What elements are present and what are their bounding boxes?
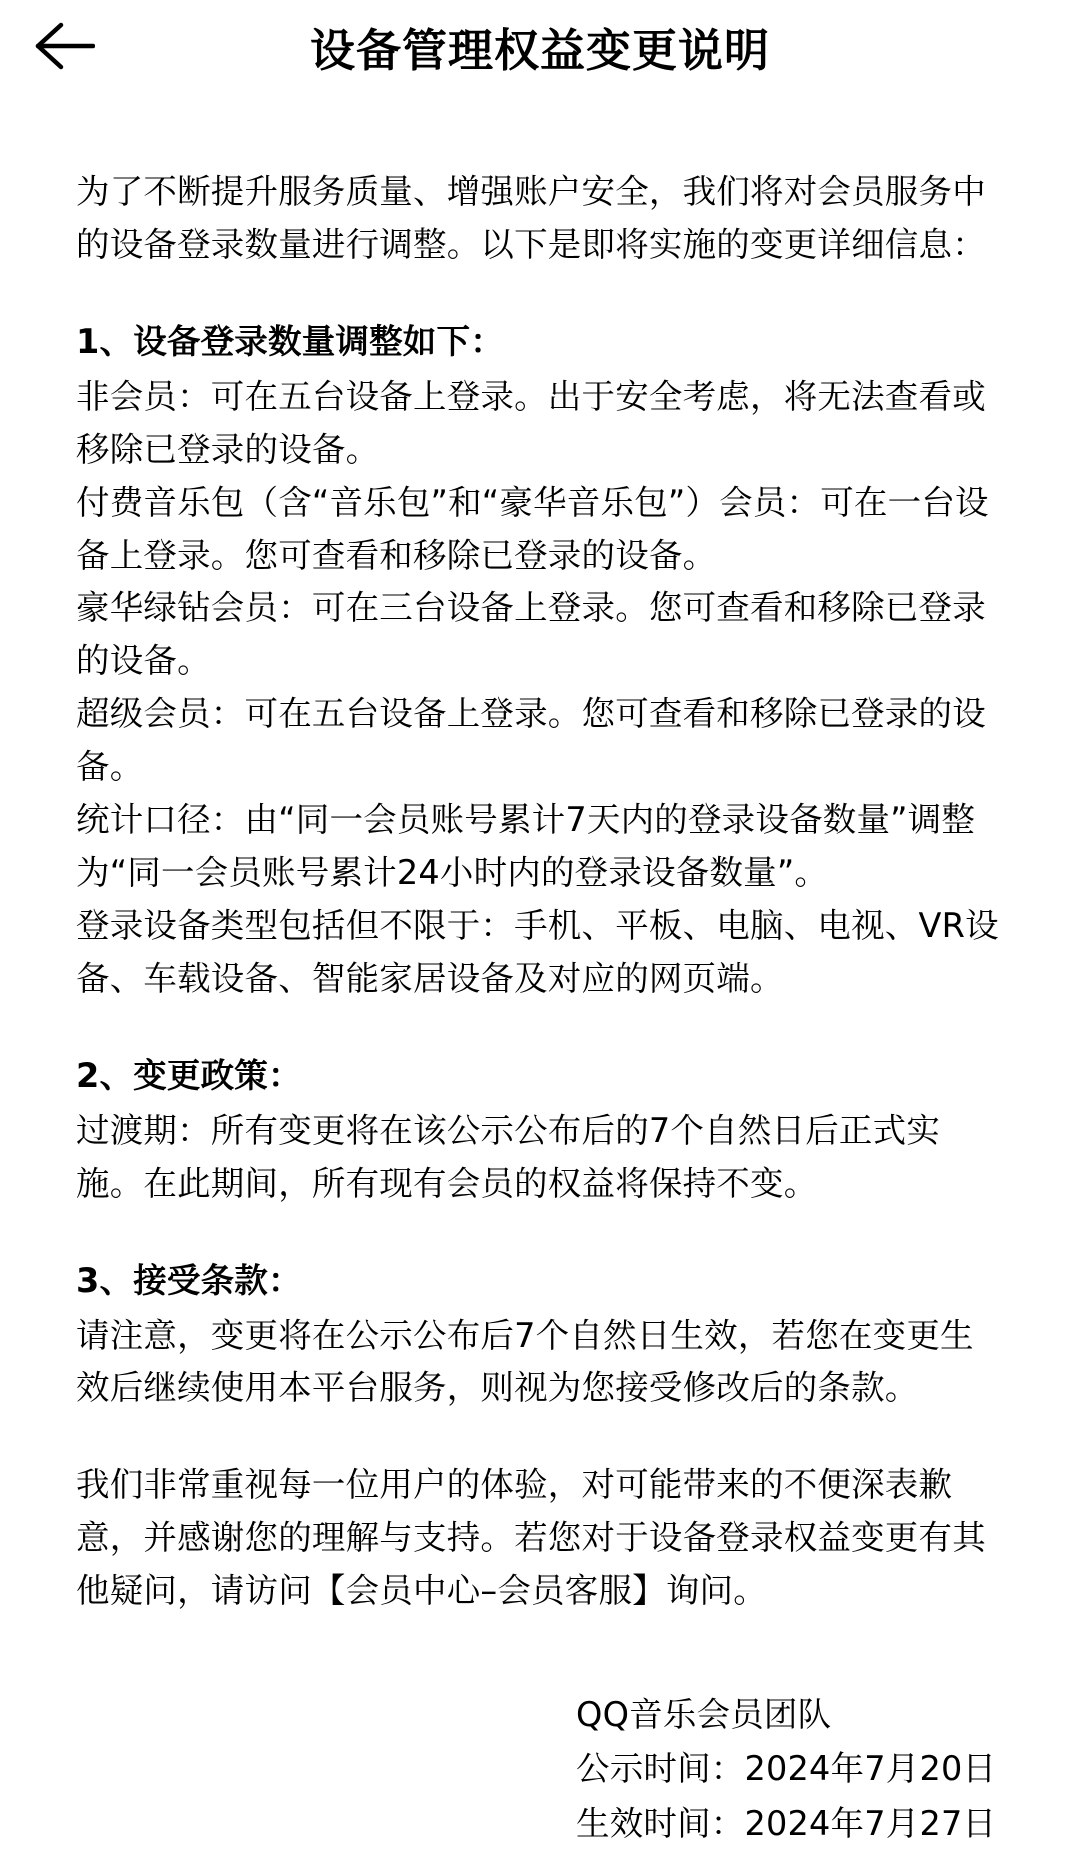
article-body (0, 92, 1080, 1851)
section-line: 超级会员：可在五台设备上登录。您可查看和移除已登录的设备。 (76, 694, 986, 787)
section-line: 付费音乐包（含“音乐包”和“豪华音乐包”）会员：可在一台设备上登录。您可查看和移除已登录的设备。 (76, 482, 989, 575)
section-line: 统计口径：由“同一会员账号累计7天内的登录设备数量”调整为“同一会员账号累计24小时内的登录设备数量”。 (76, 800, 976, 893)
arrow-left-icon (33, 21, 95, 71)
section-line: 登录设备类型包括但不限于：手机、平板、电脑、电视、VR设备、车载设备、智能家居设备及对应的网页端。 (76, 905, 999, 998)
signature-effective-date: 生效时间：2024年7月27日 (576, 1803, 997, 1843)
intro-paragraph: 为了不断提升服务质量、增强账户安全，我们将对会员服务中的设备登录数量进行调整。以下是即将实施的变更详细信息： (76, 172, 986, 264)
signature-team: QQ音乐会员团队 (576, 1695, 832, 1735)
section-title: 2、变更政策： (76, 1055, 302, 1095)
page-title: 设备管理权益变更说明 (309, 23, 770, 77)
section-line: 过渡期：所有变更将在该公示公布后的7个自然日后正式实施。在此期间，所有现有会员的权益将保持不变。 (76, 1110, 941, 1203)
page-header (0, 0, 1080, 92)
back-button[interactable] (26, 8, 102, 84)
section-line: 非会员：可在五台设备上登录。出于安全考虑，将无法查看或移除已登录的设备。 (76, 376, 986, 469)
section-device-count (76, 316, 1004, 1006)
section-title: 3、接受条款： (76, 1260, 302, 1300)
section-line: 豪华绿钻会员：可在三台设备上登录。您可查看和移除已登录的设备。 (76, 588, 986, 681)
signature-publish-date: 公示时间：2024年7月20日 (576, 1749, 997, 1789)
section-accept-terms (76, 1255, 1004, 1416)
section-title: 1、设备登录数量调整如下： (76, 321, 504, 361)
closing-paragraph: 我们非常重视每一位用户的体验，对可能带来的不便深表歉意，并感谢您的理解与支持。若您对于设备登录权益变更有其他疑问，请访问【会员中心–会员客服】询问。 (76, 1465, 986, 1611)
section-change-policy (76, 1050, 1004, 1211)
section-line: 请注意，变更将在公示公布后7个自然日生效，若您在变更生效后继续使用本平台服务，则视为您接受修改后的条款。 (76, 1315, 974, 1408)
